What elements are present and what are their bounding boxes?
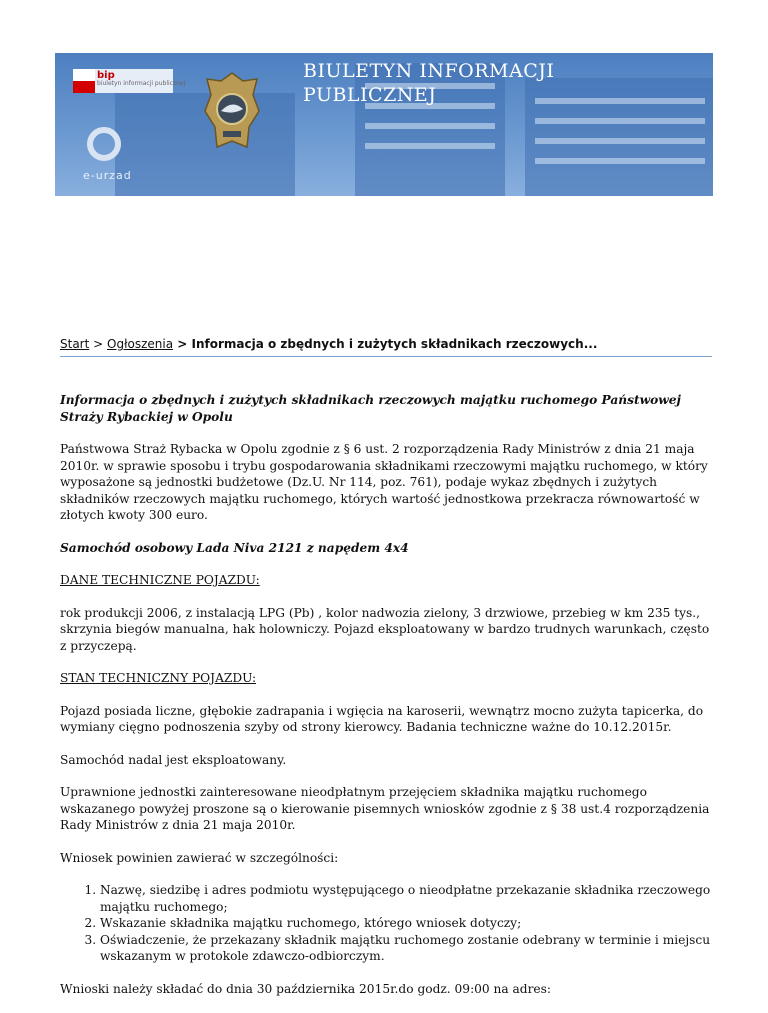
tech-data-label: DANE TECHNICZNE POJAZDU: xyxy=(60,573,260,587)
breadcrumb xyxy=(60,337,712,357)
polish-flag-icon xyxy=(73,69,95,93)
article-title: Informacja o zbędnych i zużytych składnikach rzeczowych majątku ruchomego Państwowej Straży Rybackiej w Opolu xyxy=(60,393,681,424)
breadcrumb-start-link[interactable]: Start xyxy=(60,337,90,351)
fishing-guard-badge-icon xyxy=(203,71,261,153)
breadcrumb-current: Informacja o zbędnych i zużytych składnikach rzeczowych... xyxy=(191,337,598,351)
breadcrumb-ogloszenia-link[interactable]: Ogłoszenia xyxy=(107,337,174,351)
e-urzad-logo-icon xyxy=(87,127,121,161)
tech-state-label: STAN TECHNICZNY POJAZDU: xyxy=(60,671,257,685)
list-item: 3. Oświadczenie, że przekazany składnik majątku ruchomego zostanie odebrany w terminie i miejscu wskazanym w protokole zdawczo-odbiorczym. xyxy=(100,932,715,965)
bip-logo[interactable] xyxy=(73,69,186,93)
breadcrumb-separator: > xyxy=(173,337,192,351)
application-requirements-list xyxy=(60,882,715,965)
bip-logo-text: bip xyxy=(97,70,115,81)
banner-title-line1: BIULETYN INFORMACJI xyxy=(303,60,555,82)
tech-data-text: rok produkcji 2006, z instalacją LPG (Pb) , kolor nadwozia zielony, 3 drzwiowe, przebieg w km 235 tys., skrzynia biegów manualna, hak holowniczy. Pojazd eksploatowany w bardzo trudnych warunkach, często z przyczepą. xyxy=(60,605,710,653)
banner-title xyxy=(303,59,554,107)
list-item: 1. Nazwę, siedzibę i adres podmiotu występującego o nieodpłatne przekazanie składnika rzeczowego majątku ruchomego; xyxy=(100,882,715,915)
bip-logo-subtext: biuletyn informacji publicznej xyxy=(97,80,186,87)
banner-title-line2: PUBLICZNEJ xyxy=(303,84,437,106)
application-contents-intro: Wniosek powinien zawierać w szczególności: xyxy=(60,850,339,865)
still-used-text: Samochód nadal jest eksploatowany. xyxy=(60,752,287,767)
entitled-units-text: Uprawnione jednostki zainteresowane nieodpłatnym przejęciem składnika majątku ruchomego wskazanego powyżej proszone są o kierowanie pisemnych wniosków zgodnie z § 38 ust.4 rozporządzenia Rady Ministrów z dnia 21 maja 2010r. xyxy=(60,785,710,832)
vehicle-heading: Samochód osobowy Lada Niva 2121 z napędem 4x4 xyxy=(60,540,409,555)
list-item: 2. Wskazanie składnika majątku ruchomego, którego wniosek dotyczy; xyxy=(100,915,715,932)
breadcrumb-separator: > xyxy=(89,337,108,351)
tech-state-text: Pojazd posiada liczne, głębokie zadrapania i wgięcia na karoserii, wewnątrz mocno zużyta tapicerka, do wymiany cięgno podnoszenia szyby od strony kierowcy. Badania techniczne ważne do 10.12.2015r. xyxy=(60,703,704,734)
header-banner xyxy=(55,53,713,196)
e-urzad-logo-text: e-urzad xyxy=(83,169,132,182)
article-content xyxy=(60,392,715,1013)
deadline-text: Wnioski należy składać do dnia 30 października 2015r.do godz. 09:00 na adres: xyxy=(60,981,552,996)
article-intro: Państwowa Straż Rybacka w Opolu zgodnie z § 6 ust. 2 rozporządzenia Rady Ministrów z dnia 21 maja 2010r. w sprawie sposobu i trybu gospodarowania składnikami rzeczowymi majątku ruchomego, w który wyposażone są jednostki budżetowe (Dz.U. Nr 114, poz. 761), podaje wykaz zbędnych i zużytych składników rzeczowych majątku ruchomego, których wartość jednostkowa przekracza równowartość w złotych kwoty 300 euro. xyxy=(60,442,708,522)
